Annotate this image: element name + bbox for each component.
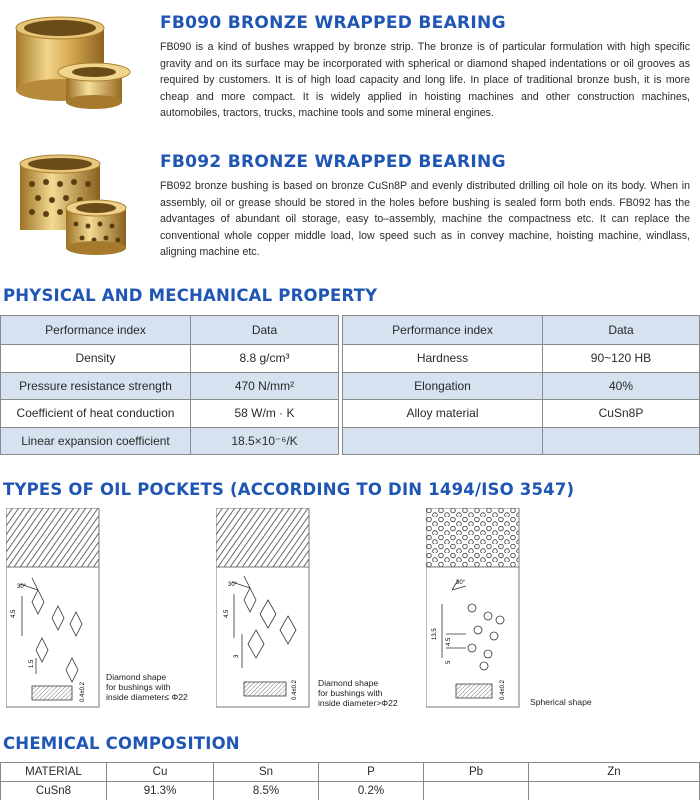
svg-text:0.4±0.2: 0.4±0.2 [292,680,298,700]
caption-spherical [530,697,592,707]
header-material: MATERIAL [1,763,107,782]
cell-heat-conduction-value: 58 W/m · K [191,400,339,428]
svg-text:4.5: 4.5 [224,609,230,618]
header-data-1: Data [191,316,339,345]
svg-text:0.4±0.2: 0.4±0.2 [80,682,86,702]
header-data-2: Data [543,316,700,345]
cell-linear-expansion: Linear expansion coefficient [1,427,191,455]
caption-line: Diamond shape [106,672,167,682]
caption-line: inside diameter≤ Φ22 [106,692,188,702]
diamond-small-drawing [6,508,100,708]
caption-diamond-small [106,672,188,702]
cell-alloy-value: CuSn8P [543,400,700,428]
cell-elongation-value: 40% [543,372,700,400]
svg-text:5: 5 [446,660,452,664]
cell-pressure-value: 470 N/mm² [191,372,339,400]
oil-pocket-diamond-small [6,508,100,708]
oil-pockets-title: TYPES OF OIL POCKETS (ACCORDING TO DIN 1494/ISO 3547) [3,480,575,499]
cell-empty [343,427,543,455]
physical-property-title: PHYSICAL AND MECHANICAL PROPERTY [3,286,378,305]
fb090-bearing-image [6,10,146,118]
fb090-description: FB090 is a kind of bushes wrapped by bronze strip. The bronze is of particular formulation with high specific gravity and on its surface may be incorporated with spherical or diamond shaped indentations or oil grooves as required by customers. It is of high load capacity and long life. In place of traditional bronze bush, it is more cheap and more compact. It is widely applied in hoisting machines and other construction machines, automobiles, tractors, trucks, machine tools and some mineral engines. [160,41,690,120]
cell-heat-conduction: Coefficient of heat conduction [1,400,191,428]
cell-density: Density [1,345,191,373]
header-zn: Zn [529,763,700,782]
cell-hardness-value: 90~120 HB [543,345,700,373]
caption-line: Diamond shape [318,678,379,688]
oil-pocket-diamond-large [216,508,310,708]
cell-material: CuSn8 [1,782,107,800]
cell-cu: 91.3% [107,782,214,800]
table-header-row [1,316,700,345]
fb090-title: FB090 BRONZE WRAPPED BEARING [160,13,506,33]
fb092-title: FB092 BRONZE WRAPPED BEARING [160,152,506,172]
caption-line: for bushings with [318,688,383,698]
chemical-composition-table [0,762,700,800]
physical-property-table [0,315,700,455]
table-row [1,400,700,428]
header-p: P [319,763,424,782]
header-performance-index-2: Performance index [343,316,543,345]
cell-hardness: Hardness [343,345,543,373]
svg-text:13.5: 13.5 [432,628,438,640]
svg-text:0.4±0.2: 0.4±0.2 [500,680,506,700]
table-row [1,345,700,373]
header-pb: Pb [424,763,529,782]
table-header-row [1,763,700,782]
cell-density-value: 8.8 g/cm³ [191,345,339,373]
caption-line: for bushings with [106,682,171,692]
cell-p: 0.2% [319,782,424,800]
cell-alloy: Alloy material [343,400,543,428]
chemical-composition-title: CHEMICAL COMPOSITION [3,734,240,753]
cell-pb [424,782,529,800]
fb092-bearing-image [6,154,146,262]
svg-text:30°: 30° [228,582,238,588]
header-cu: Cu [107,763,214,782]
header-performance-index-1: Performance index [1,316,191,345]
svg-text:1.5: 1.5 [29,659,35,668]
cell-pressure: Pressure resistance strength [1,372,191,400]
oil-pocket-spherical [426,508,520,708]
svg-text:4.5: 4.5 [11,609,17,618]
svg-text:4.5: 4.5 [446,637,452,646]
header-sn: Sn [214,763,319,782]
product-fb092 [0,150,700,265]
cell-elongation: Elongation [343,372,543,400]
spherical-drawing [426,508,520,708]
cell-linear-expansion-value: 18.5×10⁻⁶/K [191,427,339,455]
table-row [1,372,700,400]
dim-30: 30° [17,584,27,590]
cell-zn [529,782,700,800]
fb092-description: FB092 bronze bushing is based on bronze CuSn8P and evenly distributed drilling oil hole on its body. When in assembly, oil or grease should be stored in the holes before bushing is sealed form both ends. FB092 has the advantages of abundant oil storage, easy to–assembly, machine the compactness etc. It can replace the conventional whole copper middle load, low speed such as in convey machine, hoisting machine, windlass, aligning machine etc. [160,180,690,259]
svg-text:3: 3 [234,654,240,658]
caption-diamond-large [318,678,398,708]
caption-line: inside diameter>Φ22 [318,698,398,708]
cell-empty-value [543,427,700,455]
product-fb090 [0,0,700,150]
table-row [1,427,700,455]
cell-sn: 8.5% [214,782,319,800]
svg-text:30°: 30° [456,580,466,586]
table-row [1,782,700,800]
diamond-large-drawing [216,508,310,708]
caption-line: Spherical shape [530,697,592,707]
